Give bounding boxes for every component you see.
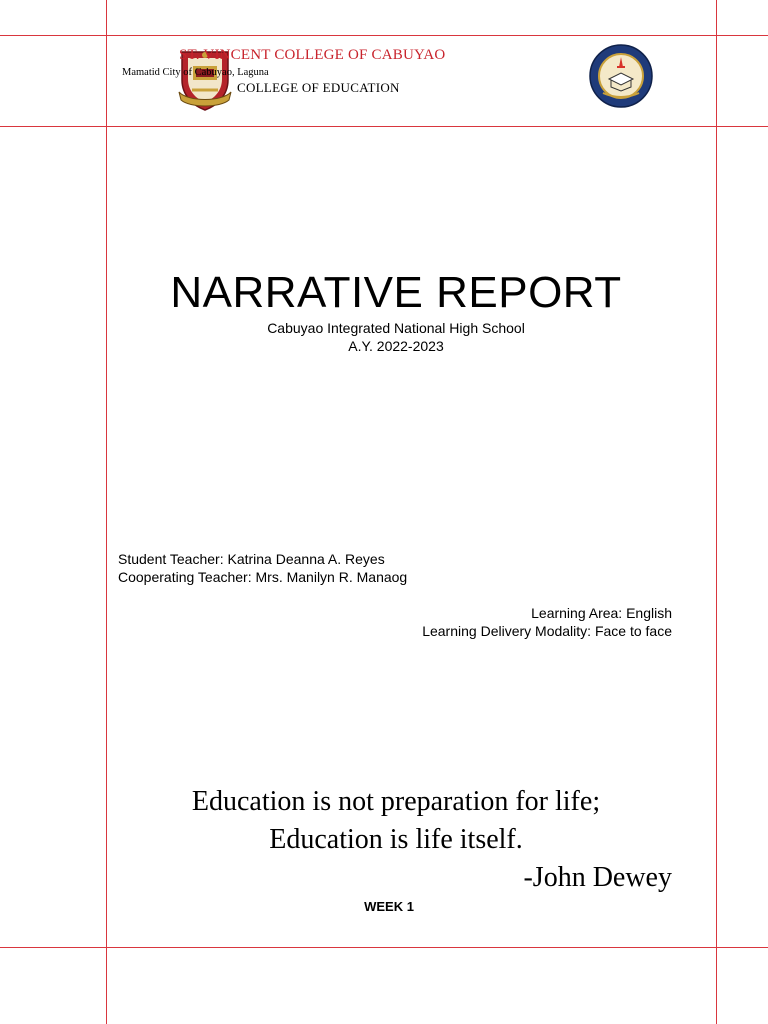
cooperating-teacher: Cooperating Teacher: Mrs. Manilyn R. Manaog <box>118 569 408 585</box>
delivery-modality: Learning Delivery Modality: Face to face <box>422 623 672 639</box>
report-school: Cabuyao Integrated National High School <box>267 320 525 336</box>
header-guide-bottom <box>0 126 768 127</box>
student-teacher: Student Teacher: Katrina Deanna A. Reyes <box>118 551 385 567</box>
academic-year: A.Y. 2022-2023 <box>348 338 444 354</box>
quote-author: -John Dewey <box>523 862 672 893</box>
week-label: WEEK 1 <box>364 899 414 914</box>
margin-guide-bottom <box>0 947 768 948</box>
school-name: ST. VINCENT COLLEGE OF CABUYAO <box>179 47 446 63</box>
report-title: NARRATIVE REPORT <box>170 268 622 317</box>
margin-guide-left <box>106 0 107 1024</box>
college-name: COLLEGE OF EDUCATION <box>237 80 400 95</box>
margin-guide-top <box>0 35 768 36</box>
quote-line-2: Education is life itself. <box>269 824 523 855</box>
school-address: Mamatid City of Cabuyao, Laguna <box>122 67 269 78</box>
learning-area: Learning Area: English <box>531 605 672 621</box>
college-of-education-seal-icon <box>589 43 653 109</box>
quote-line-1: Education is not preparation for life; <box>191 786 601 817</box>
margin-guide-right <box>716 0 717 1024</box>
